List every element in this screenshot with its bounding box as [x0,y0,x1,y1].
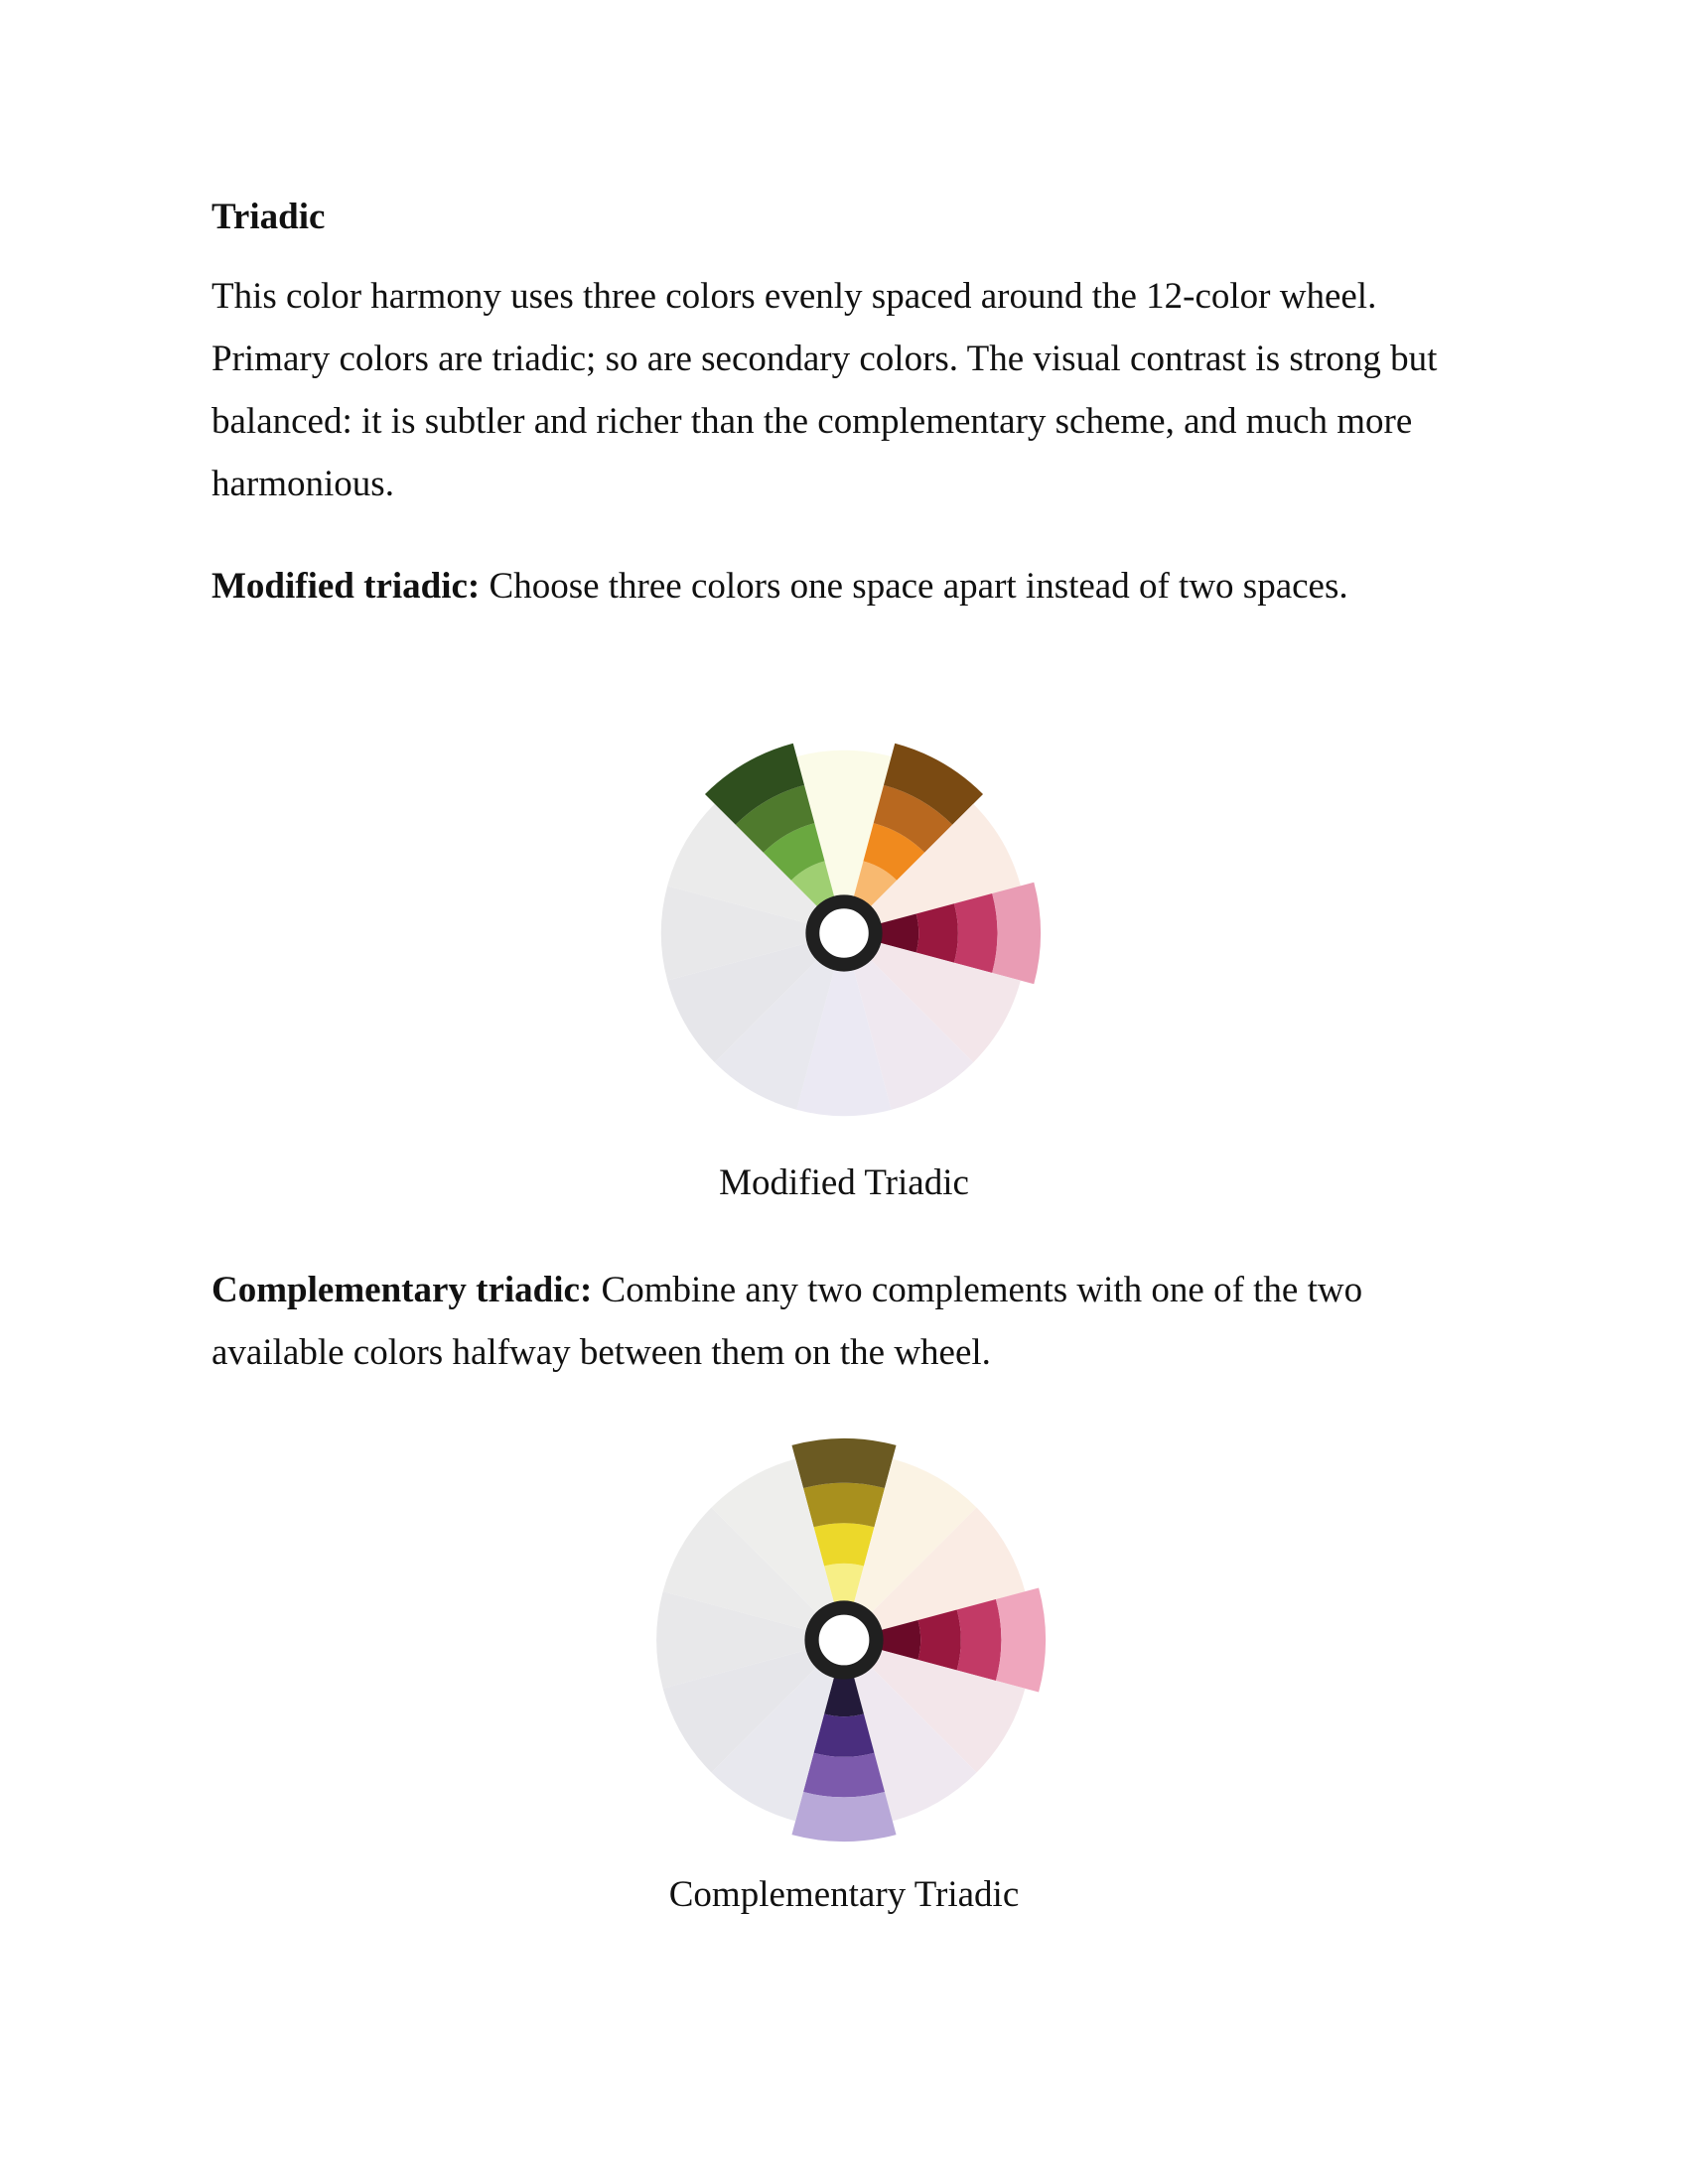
modified-wheel-center-ring [812,901,875,964]
complementary-wheel-swatch-0-2 [803,1483,885,1528]
modified-wheel-swatch-3-1 [916,903,958,962]
complementary-wheel-swatch-0-3 [791,1438,896,1488]
document-body [211,194,1492,617]
complementary-triadic-caption: Complementary Triadic [668,1874,1020,1915]
modified-triadic-paragraph [211,555,1492,617]
complementary-triadic-wheel [640,1436,1048,1843]
modified-triadic-figure [0,735,1688,1207]
complementary-wheel-swatch-6-1 [814,1714,875,1757]
modified-wheel-swatch-3-2 [954,893,998,973]
complementary-triadic-paragraph [211,1259,1492,1384]
intro-paragraph: This color harmony uses three colors evenly spaced around the 12-color wheel. Primary colors are triadic; so are secondary colors. The visual contrast is strong but balanced: it is subtler and richer than the complementary scheme, and much more harmonious. [211,276,1438,504]
complementary-wheel-swatch-6-2 [803,1753,885,1798]
complementary-wheel-swatch-3-2 [957,1599,1002,1681]
modified-triadic-wheel [645,735,1043,1132]
complementary-triadic-text: Combine any two complements with one of the two available colors halfway between them on the wheel. [211,1270,1363,1373]
section-heading: Triadic [211,197,326,237]
complementary-wheel-swatch-0-1 [814,1523,875,1566]
complementary-wheel-swatch-6-3 [791,1792,896,1842]
complementary-triadic-figure [0,1436,1688,1919]
modified-triadic-caption: Modified Triadic [719,1162,969,1203]
modified-wheel-swatch-3-3 [992,883,1041,984]
modified-triadic-lead: Modified triadic: [211,566,481,607]
complementary-triadic-lead: Complementary triadic: [211,1270,593,1310]
complementary-wheel-swatch-3-1 [918,1610,961,1671]
modified-triadic-text: Choose three colors one space apart instead of two spaces. [480,566,1348,607]
complementary-wheel-center-ring [812,1608,877,1673]
complementary-wheel-swatch-3-3 [996,1587,1046,1692]
